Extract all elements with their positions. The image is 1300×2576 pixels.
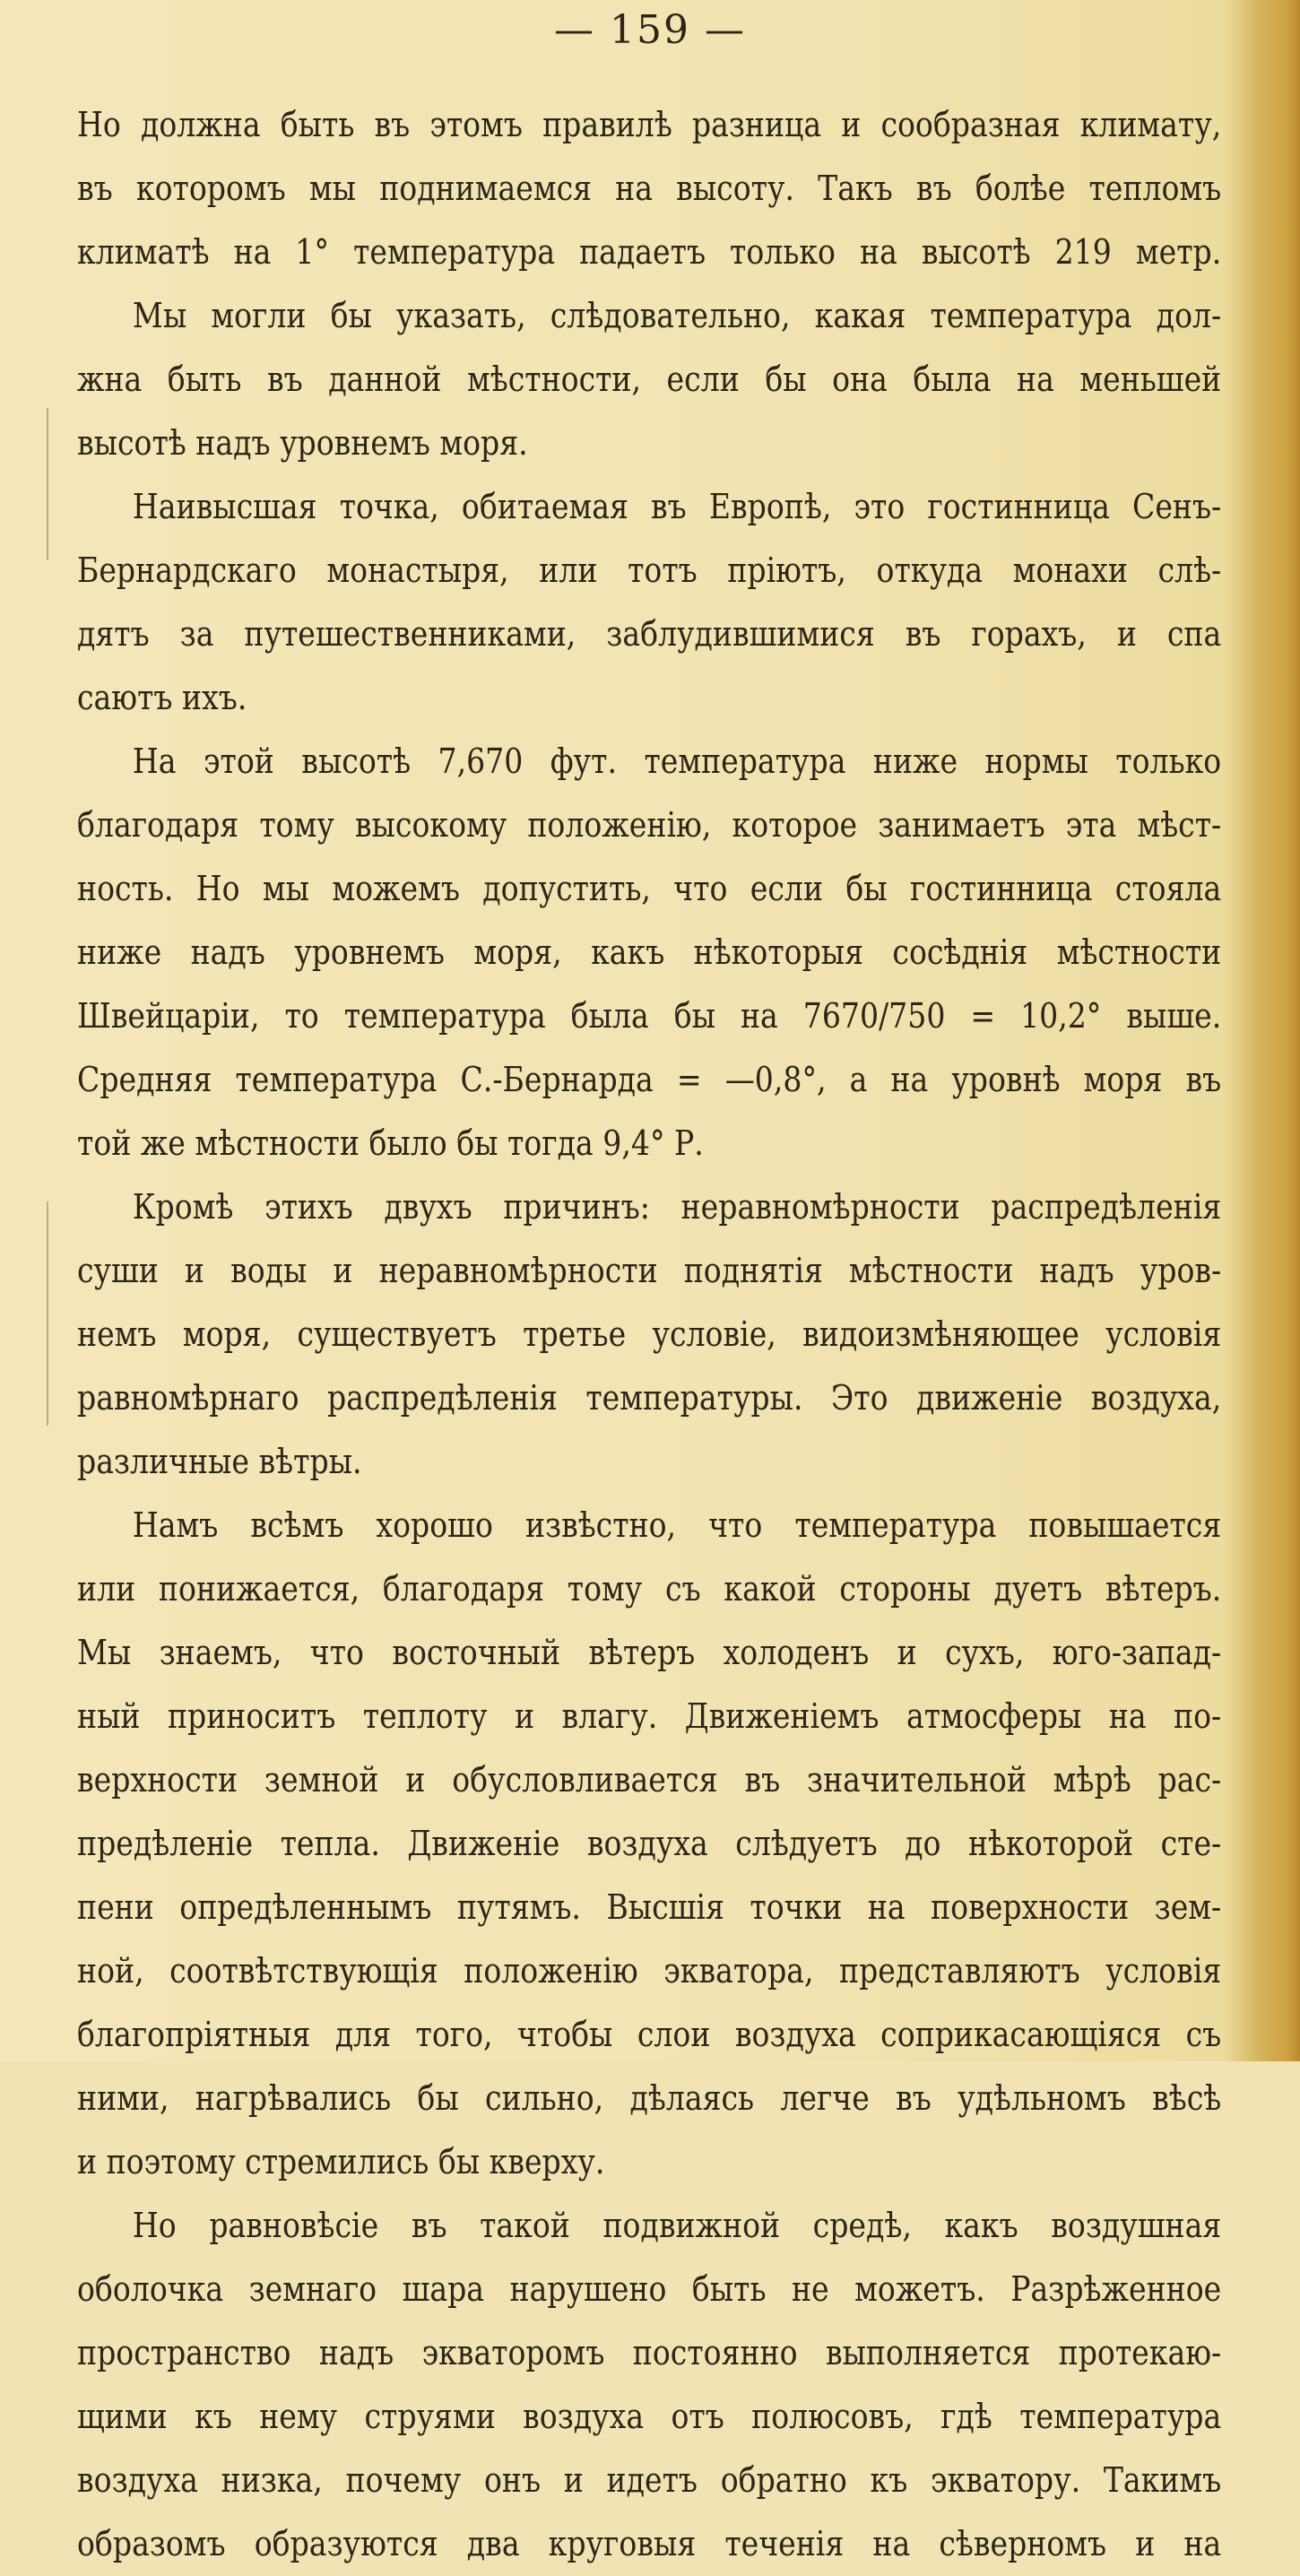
text-line: пространство надъ экваторомъ постоянно выполняется протекаю-: [77, 2333, 1222, 2373]
pencil-margin-mark: [47, 408, 48, 560]
text-line: ниже надъ уровнемъ моря, какъ нѣкоторыя сосѣднія мѣстности: [77, 932, 1222, 973]
text-line: ними, нагрѣвались бы сильно, дѣлаясь легче въ удѣльномъ вѣсѣ: [77, 2078, 1222, 2119]
text-line: или понижается, благодаря тому съ какой стороны дуетъ вѣтеръ.: [77, 1569, 1222, 1609]
text-line: Средняя температура С.-Бернарда = —0,8°, а на уровнѣ моря въ: [77, 1060, 1222, 1100]
text-line: верхности земной и обусловливается въ значительной мѣрѣ рас-: [77, 1760, 1222, 1800]
text-line: ность. Но мы можемъ допустить, что если бы гостинница стояла: [77, 869, 1222, 909]
text-line: равномѣрнаго распредѣленія температуры. Это движеніе воздуха,: [77, 1378, 1222, 1418]
text-line: Но равновѣсіе въ такой подвижной средѣ, какъ воздушная: [132, 2206, 1222, 2246]
text-line: пени опредѣленнымъ путямъ. Высшія точки на поверхности зем-: [77, 1887, 1222, 1928]
text-line: дятъ за путешественниками, заблудившимися въ горахъ, и спа: [77, 614, 1222, 655]
text-line: Но должна быть въ этомъ правилѣ разница и сообразная климату,: [77, 105, 1222, 145]
text-line: различные вѣтры.: [77, 1442, 362, 1482]
text-line: жна быть въ данной мѣстности, если бы она была на меньшей: [77, 360, 1222, 400]
page-number: — 159 —: [554, 7, 746, 53]
text-line: ной, соотвѣтствующія положенію экватора, представляютъ условія: [77, 1951, 1222, 1991]
text-line: немъ моря, существуетъ третье условіе, видоизмѣняющее условія: [77, 1314, 1222, 1355]
text-line: воздуха низка, почему онъ и идетъ обратно къ экватору. Такимъ: [77, 2460, 1222, 2501]
text-line: и поэтому стремились бы кверху.: [77, 2142, 605, 2182]
text-line: климатѣ на 1° температура падаетъ только на высотѣ 219 метр.: [77, 232, 1222, 273]
text-line: Мы могли бы указать, слѣдовательно, какая температура дол-: [132, 296, 1222, 336]
text-line: саютъ ихъ.: [77, 678, 247, 718]
text-line: Швейцаріи, то температура была бы на 7670/750 = 10,2° выше.: [77, 996, 1222, 1036]
text-line: въ которомъ мы поднимаемся на высоту. Такъ въ болѣе тепломъ: [77, 169, 1222, 209]
text-line: Кромѣ этихъ двухъ причинъ: неравномѣрности распредѣленія: [132, 1187, 1222, 1227]
text-line: суши и воды и неравномѣрности поднятія мѣстности надъ уров-: [77, 1251, 1222, 1291]
text-line: той же мѣстности было бы тогда 9,4° Р.: [77, 1123, 704, 1164]
pencil-margin-mark: [47, 1201, 48, 1426]
text-line: ный приноситъ теплоту и влагу. Движеніемъ атмосферы на по-: [77, 1696, 1222, 1737]
text-line: Наивысшая точка, обитаемая въ Европѣ, это гостинница Сенъ-: [132, 487, 1222, 527]
text-line: оболочка земнаго шара нарушено быть не можетъ. Разрѣженное: [77, 2269, 1222, 2310]
text-line: Мы знаемъ, что восточный вѣтеръ холоденъ и сухъ, юго-запад-: [77, 1633, 1222, 1673]
book-spine-edge: [1271, 0, 1300, 2061]
text-line: На этой высотѣ 7,670 фут. температура ниже нормы только: [132, 742, 1222, 782]
text-line: образомъ образуются два круговыя теченія на сѣверномъ и на: [77, 2524, 1222, 2564]
text-line: Бернардскаго монастыря, или тотъ пріютъ, откуда монахи слѣ-: [77, 551, 1222, 591]
text-line: благопріятныя для того, чтобы слои воздуха соприкасающіяся съ: [77, 2015, 1222, 2055]
text-line: Намъ всѣмъ хорошо извѣстно, что температура повышается: [132, 1505, 1222, 1546]
text-body: [77, 93, 1221, 2576]
text-line: щими къ нему струями воздуха отъ полюсовъ, гдѣ температура: [77, 2397, 1222, 2437]
text-line: высотѣ надъ уровнемъ моря.: [77, 423, 528, 464]
text-line: предѣленіе тепла. Движеніе воздуха слѣдуетъ до нѣкоторой сте-: [77, 1824, 1222, 1864]
text-line: благодаря тому высокому положенію, которое занимаетъ эта мѣст-: [77, 805, 1222, 846]
